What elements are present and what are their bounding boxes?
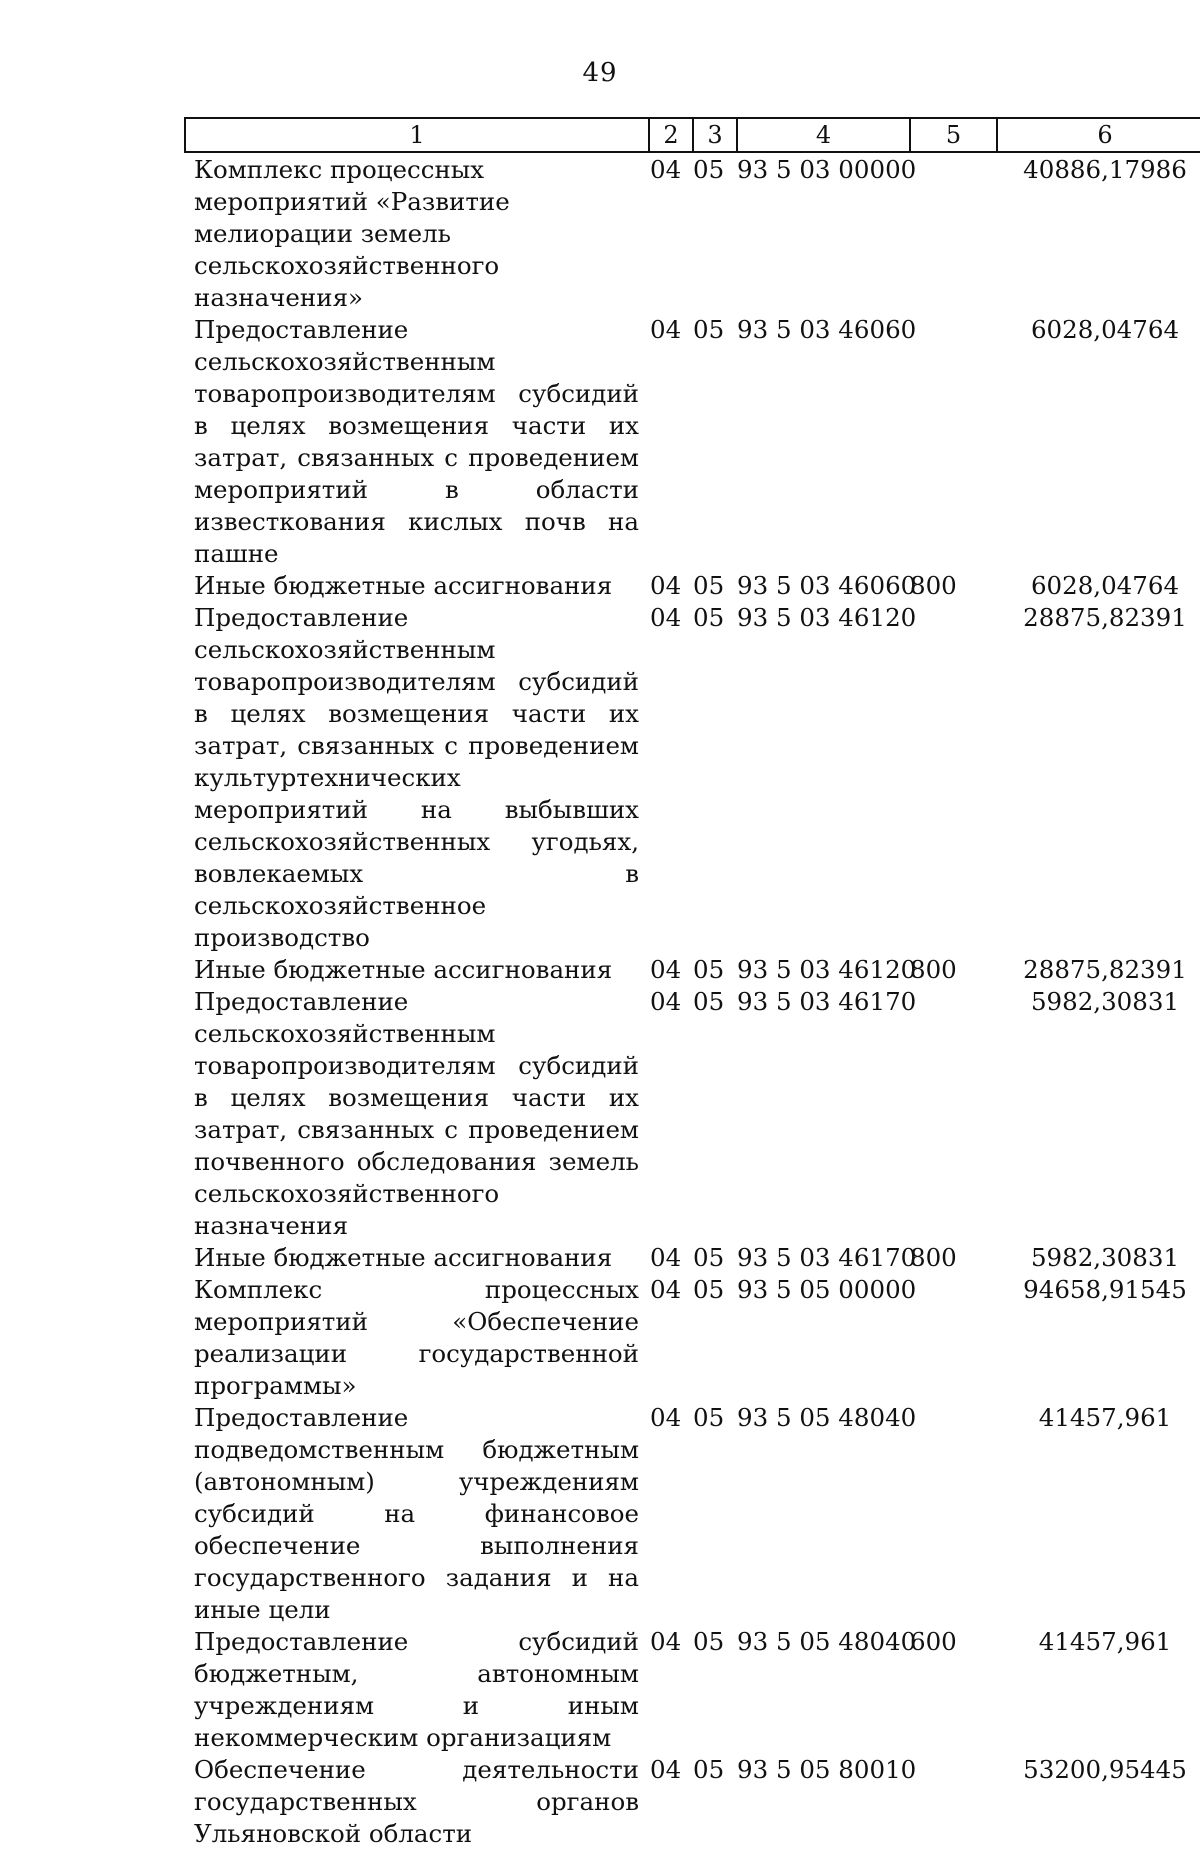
row-amount: 5982,30831 [1030,1243,1180,1272]
row-name: Иные бюджетные ассигнования [194,571,613,600]
row-target-article: 93 5 03 46170 [737,987,917,1016]
row-amount: 6028,04764 [1030,571,1180,600]
row-name: Предоставление подведомственным бюджетным (автономным) учреждениям субсидий на финансовое обеспечение выполнения государственного задания и на иные цели [194,1403,639,1624]
row-section: 04 [650,315,682,344]
row-subsection: 05 [693,155,725,184]
header-col-5: 5 [945,121,962,149]
row-target-article: 93 5 05 48040 [737,1627,917,1656]
row-expense-type: 800 [910,571,957,600]
row-section: 04 [650,155,682,184]
row-amount: 94658,91545 [1023,1275,1187,1304]
table-row [184,1274,1200,1402]
row-target-article: 93 5 03 46120 [737,603,917,632]
row-name: Комплекс процессных мероприятий «Развитие мелиорации земель сельскохозяйственного назначения» [194,155,510,312]
header-col-6: 6 [1097,121,1113,149]
row-target-article: 93 5 03 00000 [737,155,917,184]
row-name: Предоставление сельскохозяйственным товаропроизводителям субсидий в целях возмещения части их затрат, связанных с проведением почвенного обследования земель сельскохозяйственного назначения [194,987,639,1240]
row-subsection: 05 [693,955,725,984]
row-subsection: 05 [693,987,725,1016]
row-target-article: 93 5 05 48040 [737,1403,917,1432]
row-subsection: 05 [693,603,725,632]
row-section: 04 [650,955,682,984]
table-row [184,314,1200,570]
table-row [184,986,1200,1242]
table-body [184,154,1200,1850]
row-amount: 40886,17986 [1023,155,1187,184]
row-name: Обеспечение деятельности государственных органов Ульяновской области [194,1755,639,1848]
table-row [184,1242,1200,1274]
header-col-3: 3 [707,121,723,149]
row-section: 04 [650,1755,682,1784]
table-row [184,1754,1200,1850]
row-expense-type: 600 [910,1627,957,1656]
row-amount: 41457,961 [1038,1627,1172,1656]
row-section: 04 [650,1243,682,1272]
row-name: Комплекс процессных мероприятий «Обеспечение реализации государственной программы» [194,1275,639,1400]
row-target-article: 93 5 05 80010 [737,1755,917,1784]
row-name: Предоставление сельскохозяйственным товаропроизводителям субсидий в целях возмещения части их затрат, связанных с проведением культуртехнических мероприятий на выбывших сельскохозяйственных угодьях, вовлекаемых в сельскохозяйственное производство [194,603,639,952]
row-subsection: 05 [693,1243,725,1272]
page-number: 49 [582,58,618,88]
row-target-article: 93 5 03 46170 [737,1243,917,1272]
table-row [184,1402,1200,1626]
row-target-article: 93 5 03 46060 [737,571,917,600]
row-target-article: 93 5 03 46060 [737,315,917,344]
row-section: 04 [650,1627,682,1656]
row-name: Иные бюджетные ассигнования [194,955,613,984]
table-header [184,117,1200,153]
row-amount: 6028,04764 [1030,315,1180,344]
row-amount: 28875,82391 [1023,603,1187,632]
row-subsection: 05 [693,1755,725,1784]
row-section: 04 [650,603,682,632]
row-target-article: 93 5 03 46120 [737,955,917,984]
row-section: 04 [650,571,682,600]
table-row [184,602,1200,954]
row-name: Предоставление сельскохозяйственным товаропроизводителям субсидий в целях возмещения части их затрат, связанных с проведением мероприятий в области известкования кислых почв на пашне [194,315,639,568]
header-col-2: 2 [663,121,679,149]
header-col-1: 1 [409,121,425,149]
row-section: 04 [650,1403,682,1432]
row-subsection: 05 [693,571,725,600]
row-amount: 28875,82391 [1023,955,1187,984]
row-subsection: 05 [693,315,725,344]
row-subsection: 05 [693,1627,725,1656]
row-subsection: 05 [693,1275,725,1304]
table-row [184,570,1200,602]
row-target-article: 93 5 05 00000 [737,1275,917,1304]
row-name: Предоставление субсидий бюджетным, автономным учреждениям и иным некоммерческим организациям [194,1627,639,1752]
row-amount: 53200,95445 [1023,1755,1187,1784]
table-row [184,154,1200,314]
table-row [184,1626,1200,1754]
row-amount: 5982,30831 [1030,987,1180,1016]
row-amount: 41457,961 [1038,1403,1172,1432]
row-section: 04 [650,1275,682,1304]
table-row [184,954,1200,986]
row-name: Иные бюджетные ассигнования [194,1243,613,1272]
row-expense-type: 800 [910,955,957,984]
row-section: 04 [650,987,682,1016]
row-expense-type: 800 [910,1243,957,1272]
header-col-4: 4 [815,121,832,149]
row-subsection: 05 [693,1403,725,1432]
